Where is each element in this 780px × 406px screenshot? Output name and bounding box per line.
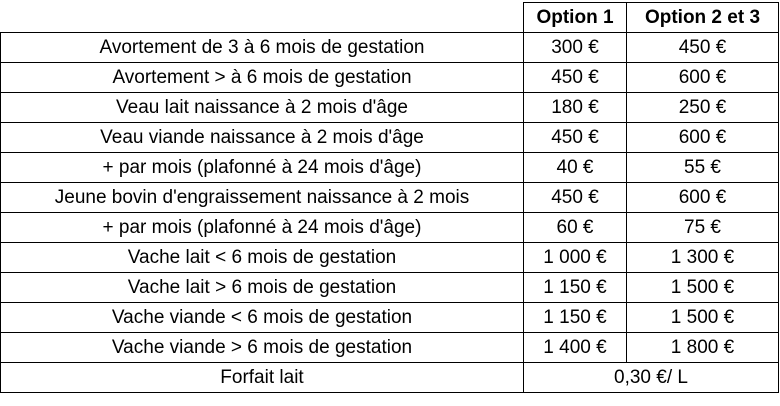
row-label: + par mois (plafonné à 24 mois d'âge) [1,153,524,183]
column-header-option2: Option 2 et 3 [627,3,779,33]
option2-value: 450 € [627,33,779,63]
row-label: Vache lait < 6 mois de gestation [1,243,524,273]
table-row [1,63,779,93]
table-row [1,153,779,183]
table-row [1,273,779,303]
table-row [1,183,779,213]
row-label: Veau lait naissance à 2 mois d'âge [1,93,524,123]
option1-value: 1 000 € [524,243,627,273]
option1-value: 300 € [524,33,627,63]
table-row [1,213,779,243]
option2-value: 1 500 € [627,273,779,303]
corner-cell [1,3,524,33]
option2-value: 600 € [627,183,779,213]
option2-value: 600 € [627,123,779,153]
option1-value: 60 € [524,213,627,243]
option1-value: 40 € [524,153,627,183]
option2-value: 600 € [627,63,779,93]
row-label: Jeune bovin d'engraissement naissance à 2 mois [1,183,524,213]
row-label: Veau viande naissance à 2 mois d'âge [1,123,524,153]
footer-row [1,363,779,393]
option1-value: 1 150 € [524,273,627,303]
option2-value: 1 500 € [627,303,779,333]
option2-value: 1 300 € [627,243,779,273]
table-row [1,243,779,273]
option1-value: 450 € [524,183,627,213]
option2-value: 55 € [627,153,779,183]
table-row [1,33,779,63]
option1-value: 1 150 € [524,303,627,333]
option2-value: 75 € [627,213,779,243]
option1-value: 1 400 € [524,333,627,363]
table-row [1,303,779,333]
row-label: Vache viande < 6 mois de gestation [1,303,524,333]
option2-value: 1 800 € [627,333,779,363]
option1-value: 180 € [524,93,627,123]
option1-value: 450 € [524,123,627,153]
option2-value: 250 € [627,93,779,123]
table-row [1,123,779,153]
row-label: Vache viande > 6 mois de gestation [1,333,524,363]
table-row [1,333,779,363]
compensation-table [0,2,779,393]
header-row [1,3,779,33]
row-label: Vache lait > 6 mois de gestation [1,273,524,303]
table-row [1,93,779,123]
row-label: Avortement > à 6 mois de gestation [1,63,524,93]
footer-label: Forfait lait [1,363,524,393]
footer-value: 0,30 €/ L [524,363,779,393]
column-header-option1: Option 1 [524,3,627,33]
row-label: Avortement de 3 à 6 mois de gestation [1,33,524,63]
row-label: + par mois (plafonné à 24 mois d'âge) [1,213,524,243]
option1-value: 450 € [524,63,627,93]
